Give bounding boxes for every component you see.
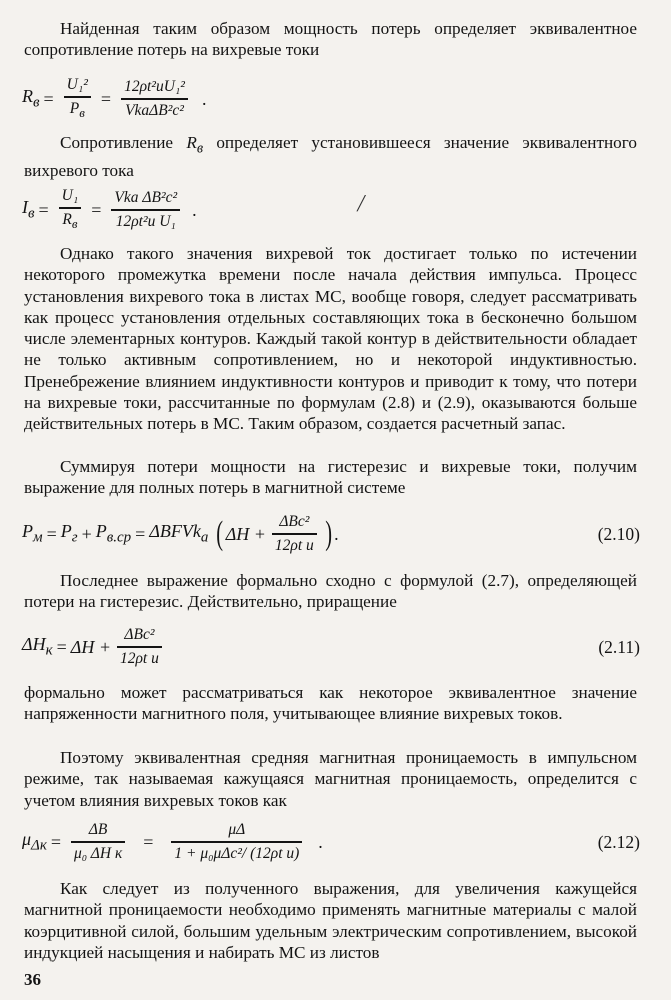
paragraph-7: Поэтому эквивалентная средняя магнитная проницаемость в импульсном режиме, так называемая кажущаяся магнитная проницаемость, определится с учетом влияния вихревых токов как bbox=[24, 748, 637, 810]
eq2-period: . bbox=[192, 199, 197, 220]
eq2-fraction-2 bbox=[111, 189, 180, 230]
paragraph-6: формально может рассматриваться как некоторое эквивалентное значение напряженности магнитного поля, учитывающее влияние вихревых токов. bbox=[24, 683, 637, 724]
eq4-numerator: ΔBc² bbox=[124, 626, 155, 644]
eq3-period: . bbox=[334, 523, 339, 544]
eq3-numerator: ΔBc² bbox=[279, 513, 310, 531]
stray-pen-mark: ╱ bbox=[357, 197, 366, 212]
eq3-rhs: ΔBFVk bbox=[149, 521, 201, 542]
eq5-fraction-2 bbox=[171, 821, 302, 862]
eq1-fraction-2 bbox=[121, 78, 188, 119]
eq1-lhs-sub: в bbox=[33, 94, 40, 111]
paragraph-8: Как следует из полученного выражения, для увеличения кажущейся магнитной проницаемости необходимо применять магнитные материалы с малой коэрцитивной силой, большим удельным электрическим сопротивлением, высокой индукцией насыщения и набирать МС из листов bbox=[24, 879, 637, 962]
equation-number-2-11: (2.11) bbox=[598, 636, 640, 657]
eq2-denominator-1-sub: в bbox=[71, 215, 78, 231]
equation-eddy-resistance: $R_в$ = $\frac{\text{U₁²}}{P_в}$ = $\frac{\text{12ρt²иU₁²}}{\text{VkаΔB²c²}}$ . bbox=[22, 76, 207, 120]
equation-eddy-current: $I_в$ = $\frac{\text{U₁}}{R_в}$ = $\frac{\text{Vkа ΔB²c²}}{\text{12ρt²и U₁}}$ . bbox=[22, 187, 197, 231]
eq1-denominator-2-rest: аΔB²c² bbox=[141, 101, 184, 119]
eq2-lhs: I bbox=[22, 197, 28, 218]
equation-total-losses: $P_м$ = $P_г$ + $P_{в.ср}$ = ΔBFVk$_а$ ( ΔH + $\frac{\text{ΔBc²}}{\text{12ρt и}}$ ) . (2.10) bbox=[22, 513, 640, 554]
paragraph-5: Последнее выражение формально сходно с формулой (2.7), определяющей потери на гистерезис. Действительно, приращение bbox=[24, 571, 637, 612]
eq4-fraction bbox=[117, 626, 162, 667]
eq1-lhs: R bbox=[22, 86, 33, 107]
eq2-denominator-2: 12ρt²и U₁ bbox=[115, 212, 176, 230]
p2-symbol-sub: в bbox=[196, 140, 204, 157]
p2-before: Сопротивление bbox=[60, 133, 187, 152]
eq2-fraction-1 bbox=[59, 187, 82, 232]
eq3-term-1: P bbox=[60, 521, 72, 542]
eq1-numerator-1: U₁² bbox=[66, 76, 88, 94]
paragraph-3: Однако такого значения вихревой ток достигает только по истечении некоторого промежутка времени после начала действия импульса. Процесс установления вихревого тока в листах МС, вообще говоря, следует рассматривать как процесс установления отдельных составляющих тока в бесконечно большом числе элементарных контуров. Каждый такой контур в действительности обладает не только активным сопротивлением, но и некоторой индуктивностью. Пренебрежение влиянием индуктивности контуров и приводит к тому, что потери на вихревые токи, рассчитанные по формулам (2.8) и (2.9), оказываются больше действительных потерь в МС. Таким образом, создается расчетный запас. bbox=[24, 244, 637, 434]
equation-apparent-permeability: $\mu_{\Delta к}$ = $\frac{\Delta B}{\text{μ₀ ΔH к}}$ = $\frac{\mu\Delta}{\text{1 + μ₀μΔc²/ (12ρt и)}}$ . (2.12) bbox=[22, 821, 640, 862]
page-number: 36 bbox=[24, 970, 41, 989]
eq3-fraction bbox=[272, 513, 317, 554]
paragraph-4: Суммируя потери мощности на гистерезис и вихревые токи, получим выражение для полных потерь в магнитной системе bbox=[24, 457, 637, 498]
eq3-denominator: 12ρt и bbox=[274, 536, 314, 554]
eq3-lhs-sub: м bbox=[33, 529, 43, 546]
eq5-lhs-sub: Δк bbox=[31, 837, 47, 854]
eq5-denominator-2: 1 + μ₀μΔc²/ (12ρt и) bbox=[174, 844, 300, 862]
equation-field-increment: $\Delta H_к$ = ΔH + $\frac{\text{ΔBc²}}{\text{12ρt и}}$ (2.11) bbox=[22, 626, 640, 667]
eq4-denominator: 12ρt и bbox=[119, 649, 159, 667]
eq5-denominator-1: μ₀ ΔH к bbox=[74, 844, 123, 862]
eq1-fraction-1 bbox=[64, 76, 91, 121]
eq4-lhs: ΔH bbox=[22, 634, 46, 655]
eq3-lhs: P bbox=[22, 521, 33, 542]
eq3-term-1-sub: г bbox=[71, 529, 78, 546]
eq1-denominator-1: P bbox=[69, 99, 80, 117]
eq1-period: . bbox=[201, 88, 207, 109]
eq4-lhs-sub: к bbox=[45, 642, 53, 659]
eq5-fraction-1 bbox=[71, 821, 125, 862]
eq2-numerator-1: U₁ bbox=[61, 187, 79, 205]
eq3-term-2-sub: в.ср bbox=[106, 529, 132, 546]
eq5-numerator-1: ΔB bbox=[88, 821, 108, 839]
eq2-denominator-1: R bbox=[62, 210, 72, 228]
equation-number-2-12: (2.12) bbox=[597, 831, 640, 852]
paragraph-1: Найденная таким образом мощность потерь определяет эквивалентное сопротивление потерь на вихревые токи bbox=[24, 19, 637, 60]
eq1-denominator-1-sub: в bbox=[79, 104, 85, 120]
eq4-rhs: ΔH + bbox=[70, 636, 111, 657]
eq5-numerator-2: μΔ bbox=[228, 821, 246, 839]
eq3-term-2: P bbox=[95, 521, 107, 542]
eq3-rhs-sub: а bbox=[200, 529, 209, 546]
p2-symbol: R bbox=[186, 133, 197, 152]
eq1-numerator-2: 12ρt²иU₁² bbox=[124, 78, 185, 96]
eq1-denominator-2: Vk bbox=[125, 101, 142, 119]
paragraph-2 bbox=[24, 132, 637, 181]
eq2-lhs-sub: в bbox=[28, 205, 35, 222]
eq3-inner: ΔH + bbox=[225, 523, 266, 544]
equation-number-2-10: (2.10) bbox=[597, 523, 640, 544]
eq2-numerator-2: Vkа ΔB²c² bbox=[114, 189, 178, 207]
eq5-period: . bbox=[318, 831, 323, 852]
eq5-lhs: μ bbox=[22, 829, 32, 850]
p2-after: определяет установившееся значение эквивалентного вихревого тока bbox=[24, 133, 637, 180]
